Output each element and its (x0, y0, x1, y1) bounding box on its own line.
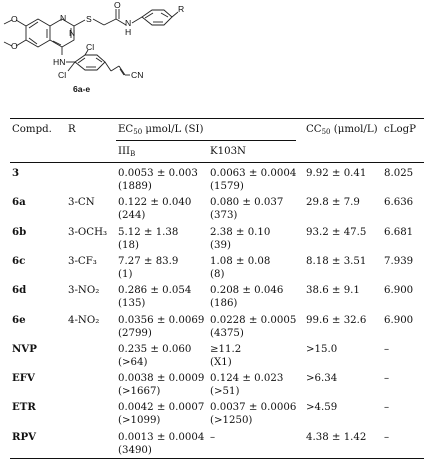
cell-clogp: 6.900 (384, 285, 414, 297)
cell-k103n-si: (186) (210, 298, 238, 310)
cell-clogp: 6.681 (384, 226, 414, 238)
cell-k103n: 2.38 ± 0.10 (210, 226, 271, 238)
atom-n-top: N (60, 13, 67, 23)
atom-n-amide: N (125, 18, 132, 28)
cell-r: 3-CF₃ (68, 255, 97, 267)
table-top-rule (10, 118, 424, 119)
cell-compd: EFV (12, 372, 35, 385)
ec50-span-rule (116, 140, 296, 141)
cell-clogp: 6.900 (384, 314, 414, 326)
cell-k103n: 0.0037 ± 0.0006 (210, 402, 297, 414)
cell-compd: 6b (12, 225, 27, 238)
cell-cc50: 93.2 ± 47.5 (306, 226, 367, 238)
cell-iiib-si: (3490) (118, 444, 152, 456)
cell-iiib: 0.0042 ± 0.0007 (118, 402, 205, 414)
cell-iiib-si: (244) (118, 210, 146, 222)
cell-compd: 6a (12, 196, 26, 209)
cell-k103n: ≥11.2 (210, 343, 242, 355)
header-compd: Compd. (12, 124, 52, 135)
cell-cc50: >4.59 (306, 402, 338, 414)
cell-k103n: 0.080 ± 0.037 (210, 197, 284, 209)
cell-cc50: 29.8 ± 7.9 (306, 197, 360, 209)
atom-h-amide: H (125, 27, 132, 37)
cell-cc50: >6.34 (306, 373, 338, 385)
cell-k103n: 0.124 ± 0.023 (210, 373, 284, 385)
table-bottom-rule (10, 458, 424, 459)
header-ec50-prefix: EC (118, 124, 134, 135)
cell-cc50: 9.92 ± 0.41 (306, 168, 367, 179)
atom-hn: HN (53, 57, 66, 67)
atom-o-carbonyl: O (114, 0, 121, 10)
header-iiib-sub: B (130, 150, 136, 158)
cell-r: 3-OCH₃ (68, 226, 108, 238)
structure-drawing (0, 0, 431, 108)
cell-compd: 6c (12, 254, 26, 267)
cell-cc50: 38.6 ± 9.1 (306, 285, 360, 297)
cell-k103n: 1.08 ± 0.08 (210, 255, 271, 267)
atom-n-bottom: N (69, 28, 76, 38)
cell-clogp: – (384, 431, 390, 443)
cell-clogp: – (384, 343, 390, 355)
header-r: R (68, 124, 76, 135)
cell-r: 3-NO₂ (68, 285, 100, 297)
cell-iiib: 0.0053 ± 0.003 (118, 168, 198, 179)
atom-cn: CN (131, 70, 144, 80)
cell-r: 3-CN (68, 197, 95, 209)
header-cc50-sub: 50 (321, 128, 331, 136)
cell-k103n-si: (X1) (210, 356, 232, 368)
cell-compd: ETR (12, 401, 36, 414)
cell-iiib-si: (18) (118, 239, 139, 251)
cell-k103n-si: (373) (210, 210, 238, 222)
cell-compd: 6d (12, 284, 27, 297)
cell-clogp: – (384, 402, 390, 414)
atom-cl-top: Cl (86, 42, 95, 52)
cell-iiib-si: (1) (118, 268, 133, 280)
cell-k103n-si: (>1250) (210, 415, 253, 427)
cell-compd: 3 (12, 167, 20, 179)
atom-o-methoxy-bottom: O (11, 41, 18, 51)
header-clogp: cLogP (384, 124, 416, 135)
cell-clogp: 8.025 (384, 168, 414, 179)
atom-o-methoxy-top: O (11, 14, 18, 24)
cell-iiib: 0.0038 ± 0.0009 (118, 373, 205, 385)
cell-compd: NVP (12, 342, 37, 355)
cell-iiib: 0.286 ± 0.054 (118, 285, 192, 297)
atom-s: S (86, 14, 92, 24)
cell-k103n: 0.0063 ± 0.0004 (210, 168, 297, 179)
cell-iiib-si: (>64) (118, 356, 148, 368)
cell-iiib-si: (>1667) (118, 386, 161, 398)
header-iiib (118, 145, 135, 161)
structure-label: 6a-e (73, 84, 91, 94)
cell-compd: 6e (12, 313, 26, 326)
cell-r: 4-NO₂ (68, 314, 100, 326)
header-cc50-prefix: CC (306, 124, 322, 135)
cell-iiib: 7.27 ± 83.9 (118, 255, 179, 267)
cell-cc50: >15.0 (306, 343, 338, 355)
cell-iiib: 0.235 ± 0.060 (118, 343, 192, 355)
cell-iiib: 0.0013 ± 0.0004 (118, 431, 205, 443)
cell-iiib: 0.122 ± 0.040 (118, 197, 192, 209)
header-cc50 (306, 123, 378, 139)
cell-iiib-si: (>1099) (118, 415, 161, 427)
cell-k103n: – (210, 431, 216, 443)
header-ec50 (118, 123, 203, 139)
header-k103n: K103N (210, 146, 246, 157)
cell-iiib: 5.12 ± 1.38 (118, 226, 179, 238)
cell-clogp: – (384, 373, 390, 385)
cell-k103n-si: (>51) (210, 386, 240, 398)
cell-cc50: 99.6 ± 32.6 (306, 314, 367, 326)
cell-cc50: 8.18 ± 3.51 (306, 255, 367, 267)
cell-k103n-si: (39) (210, 239, 231, 251)
cell-clogp: 7.939 (384, 255, 414, 267)
cell-k103n: 0.208 ± 0.046 (210, 285, 284, 297)
header-bottom-rule (10, 162, 424, 163)
atom-cl-bottom: Cl (58, 70, 67, 80)
cell-cc50: 4.38 ± 1.42 (306, 431, 367, 443)
cell-iiib-si: (135) (118, 298, 146, 310)
chemical-structure (0, 0, 431, 108)
header-ec50-unit: μmol/L (SI) (145, 124, 204, 135)
atom-r: R (178, 4, 185, 14)
cell-clogp: 6.636 (384, 197, 414, 209)
cell-k103n-si: (8) (210, 268, 225, 280)
header-cc50-unit: (μmol/L) (333, 124, 378, 135)
cell-iiib: 0.0356 ± 0.0069 (118, 314, 205, 326)
cell-iiib-si: (2799) (118, 327, 152, 339)
cell-iiib-si: (1889) (118, 181, 152, 192)
cell-compd: RPV (12, 430, 37, 443)
header-iiib-main: III (118, 146, 131, 157)
header-ec50-sub: 50 (133, 128, 143, 136)
cell-k103n: 0.0228 ± 0.0005 (210, 314, 297, 326)
cell-k103n-si: (4375) (210, 327, 244, 339)
cell-k103n-si: (1579) (210, 181, 244, 192)
